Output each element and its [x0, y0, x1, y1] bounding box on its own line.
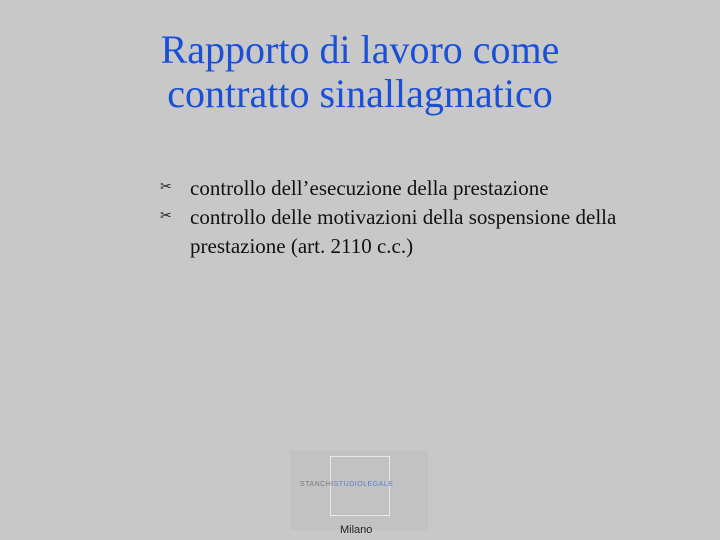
bullet-text: controllo delle motivazioni della sospensione della prestazione (art. 2110 c.c.)	[190, 205, 617, 258]
scissors-icon: ✂	[160, 179, 172, 195]
title-line-1: Rapporto di lavoro come	[160, 27, 560, 72]
logo-caption: Milano	[340, 524, 373, 536]
firm-logo	[290, 450, 428, 530]
bullet-list	[160, 174, 700, 261]
scissors-icon: ✂	[160, 208, 172, 224]
title-line-2: contratto sinallagmatico	[167, 71, 553, 116]
bullet-item	[160, 203, 700, 261]
logo-text-part1: STANCHI	[300, 481, 334, 488]
bullet-text: controllo dell’esecuzione della prestazione	[190, 176, 549, 200]
logo-text-part2: STUDIOLEGALE	[333, 481, 394, 488]
slide-title	[60, 28, 660, 116]
bullet-item	[160, 174, 700, 203]
logo-text	[300, 481, 420, 488]
